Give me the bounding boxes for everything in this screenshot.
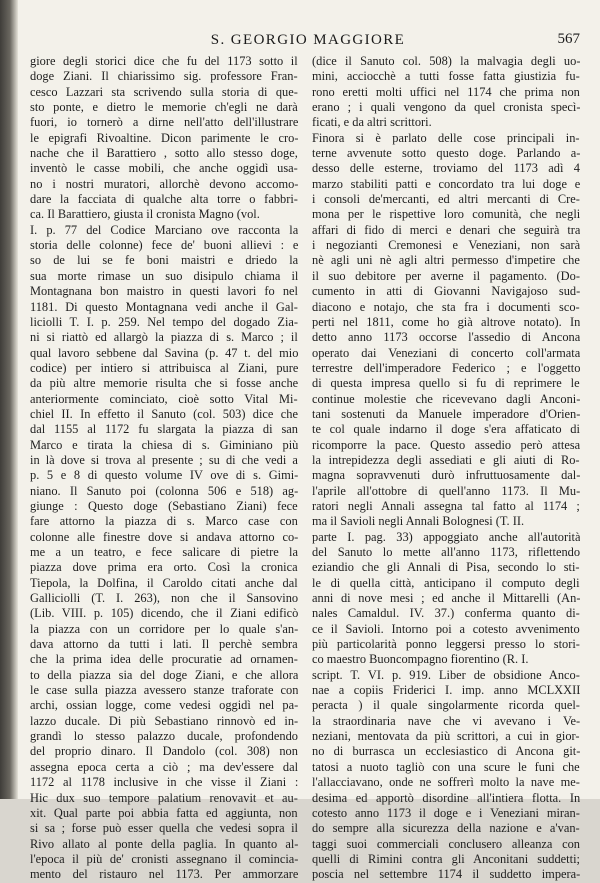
right-column-text-line: la intrepidezza degli assediati e gli aiuti di Ro- <box>312 452 580 467</box>
left-column-text-line: no i nostri muratori, allorchè devono accomo- <box>30 176 298 191</box>
left-column-text-line: le case sulla piazza avessero stanze traforate con <box>30 683 298 698</box>
right-column-text-line: tani sostenuti da Manuele imperadore d'Orien- <box>312 406 580 421</box>
left-column-text-line: anteriormente cominciato, cioè sotto Vital Mi- <box>30 391 298 406</box>
left-column-text-line: fare attorno la piazza di s. Marco case con <box>30 514 298 529</box>
right-column-text-line: ce il Savioli. Intorno poi a cotesto avvenimento <box>312 621 580 636</box>
left-column-text-line: sto ponte, e dietro le memorie ch'egli ne darà <box>30 100 298 115</box>
right-column-text-line: mini, acciocchè a tutti fosse fatta giustizia fu- <box>312 69 580 84</box>
right-column-text-line: ratori negli Annali assegna tal fatto al 1174 ; <box>312 498 580 513</box>
left-column-text-line: si sa ; forse può esser quella che vedesi sopra il <box>30 821 298 836</box>
right-column-text-line: magna sopravvenuti durò infruttuosamente dal- <box>312 468 580 483</box>
right-column-text-line: nè agli uni nè agli altri permesso d'impetire che <box>312 253 580 268</box>
right-column-text-line: parte I. pag. 33) appoggiato anche all'autorità <box>312 529 580 544</box>
page-number: 567 <box>557 31 580 47</box>
left-column-text-line: doge Ziani. Il chiarissimo sig. professore Fran- <box>30 69 298 84</box>
left-column-text-line: colonne alle finestre dove si andava attorno co- <box>30 529 298 544</box>
page-header <box>30 30 586 52</box>
right-column-text-line: quelli di Rimini contra gli Anconitani suddetti; <box>312 851 580 866</box>
right-column-text-line: di questa impresa quello si fu di reprimere le <box>312 376 580 391</box>
right-column-text-line: affari di fido di merci e denari che seguirà tra <box>312 222 580 237</box>
right-column-text-line: l'aprile all'ottobre di quell'anno 1173. Il Mu- <box>312 483 580 498</box>
left-column-text-line: lazzo ducale. Di più Sebastiano rinnovò ed in- <box>30 713 298 728</box>
left-column-text-line: del proprio dinaro. Il Dandolo (col. 308) non <box>30 744 298 759</box>
right-column-text-line: mona per le rispettive loro comunità, che negli <box>312 207 580 222</box>
left-column-text-line: l'epoca il più de' cronisti assegnano il comincia- <box>30 851 298 866</box>
right-column-text-line: continue molestie che ricevevano dagli Anconi- <box>312 391 580 406</box>
left-text-column <box>30 54 298 883</box>
right-column-text-line: la straordinaria nave che vi avevano i Ve- <box>312 713 580 728</box>
left-column-text-line: Rivo allato al ponte della paglia. In quanto al- <box>30 836 298 851</box>
right-column-text-line: i negozianti Cremonesi e Veneziani, non sarà <box>312 238 580 253</box>
right-column-text-line: erano ; i quali vengono da quel cronista specì- <box>312 100 580 115</box>
right-column-text-line: eziandio che gli Annali di Pisa, secondo lo sti- <box>312 560 580 575</box>
left-column-text-line: storia delle colonne) fece de' buoni allievi : e <box>30 238 298 253</box>
right-column-text-line: te col quale indarno il doge s'era affaticato di <box>312 422 580 437</box>
left-column-text-line: archi, ossian logge, come vedesi oggidì nel pa- <box>30 698 298 713</box>
left-column-text-line: giunge : Questo doge (Sebastiano Ziani) fece <box>30 498 298 513</box>
right-column-text-line: anni di nove mesi ; ed anche il Mittarelli (An- <box>312 591 580 606</box>
right-column-text-line: cumento in atti di Giovanni Navigajoso sud- <box>312 284 580 299</box>
right-column-text-line: terne avvenute sotto questo doge. Parlando a- <box>312 146 580 161</box>
left-column-text-line: in là dove si trova al presente ; su di che vedi a <box>30 452 298 467</box>
left-column-text-line: sua morte rimase un suo disipulo chiama il <box>30 268 298 283</box>
right-column-text-line: diacono e notajo, che sta fra i documenti sco- <box>312 299 580 314</box>
left-column-text-line: giore degli storici dice che fu del 1173 sotto il <box>30 54 298 68</box>
left-column-text-line: ca. Il Barattiero, giusta il cronista Magno (vol. <box>30 207 260 222</box>
right-column-text-line: Finora si è parlato delle cose principali in- <box>312 130 580 145</box>
right-column-text-line: neziani, mentovata da più scrittori, a cui in gior- <box>312 729 580 744</box>
left-column-text-line: da più altre memorie risulta che si fosse anche <box>30 376 298 391</box>
right-column-text-line: operato dai Veneziani di concerto coll'armata <box>312 345 580 360</box>
right-column-text-line: poscia nel settembre 1174 il suddetto impera- <box>312 867 580 882</box>
right-text-column <box>312 54 580 883</box>
running-title: S. GEORGIO MAGGIORE <box>210 32 406 48</box>
left-column-text-line: 1181. Di questo Montagnana vedi anche il Gal- <box>30 299 298 314</box>
right-column-text-line: nae a copiis Friderici I. imp. anno MCLXXII <box>312 683 580 698</box>
right-column-text-line: le di quella città, anticipano il computo degli <box>312 575 580 590</box>
left-column-text-line: che la prima idea delle procuratie ad ornamen- <box>30 652 298 667</box>
left-column-text-line: cesco Lazzari sta scrivendo sulla storia di que- <box>30 84 298 99</box>
left-column-text-line: Hic dux suo tempore palatium renovavit et au- <box>30 790 298 805</box>
right-column-text-line: cotesto anno 1173 il doge e i Veneziani miran- <box>312 805 580 820</box>
left-column-text-line: dal 1155 al 1172 fu slargata la piazza di san <box>30 422 298 437</box>
left-column-text-line: I. p. 77 del Codice Marciano ove racconta la <box>30 222 298 237</box>
right-column-text-line: marzo stabiliti patti e concordato tra lui doge e <box>312 176 580 191</box>
left-column-text-line: Marco e tirata la chiesa di s. Giminiano più <box>30 437 298 452</box>
left-column-text-line: (Lib. VIII. p. 105) dicendo, che il Ziani edificò <box>30 606 298 621</box>
left-column-text-line: liciolli T. I. p. 259. Nel tempo del dogado Zia- <box>30 314 298 329</box>
left-column-text-line: la piazza con un corridore per lo quale s'an- <box>30 621 298 636</box>
left-column-text-line: xit. Qual parte poi abbia fatta ed aggiunta, non <box>30 805 298 820</box>
right-column-text-line: do sempre alla sicurezza della nazione e a'van- <box>312 821 580 836</box>
left-column-text-line: nache che il Barattiero , sotto allo stesso doge, <box>30 146 298 161</box>
left-column-text-line: grandì lo stesso palazzo ducale, profondendo <box>30 729 298 744</box>
right-column-text-line: il suo debitore per averne il pagamento. (Do- <box>312 268 580 283</box>
right-column-text-line: co maestro Buoncompagno fiorentino (R. I. <box>312 652 529 667</box>
right-column-text-line: script. T. VI. p. 919. Liber de obsidione Anco- <box>312 667 580 682</box>
left-column-text-line: dava attorno da tutti i lati. Il perchè sembra <box>30 637 298 652</box>
left-column-text-line: Galliciolli (T. I. 263), non che il Sansovino <box>30 591 298 606</box>
right-column-text-line: i consoli de'mercanti, ed altri mercanti di Cre- <box>312 192 580 207</box>
right-column-text-line: del Sanuto lo mette all'anno 1173, riflettendo <box>312 545 580 559</box>
right-column-text-line: perti nel 1811, come ho già altrove notato). In <box>312 314 580 329</box>
left-column-text-line: inventò le casse mobili, che anche oggidì usa- <box>30 161 298 176</box>
right-column-text-line: taggi suoi commerciali conclusero alleanza con <box>312 836 580 851</box>
right-column-text-line: nales Camaldul. IV. 37.) conferma quanto di- <box>312 606 580 621</box>
left-column-text-line: qual lavoro sebbene dal Savina (p. 47 t. del mio <box>30 345 298 360</box>
left-column-text-line: so de lui se fe boni maistri e driedo la <box>30 253 298 268</box>
page-gutter-shadow <box>0 0 18 799</box>
left-column-text-line: 1172 al 1178 inclusive in che visse il Ziani : <box>30 775 298 790</box>
right-column-text-line: (dice il Sanuto col. 508) la malvagia degli uo- <box>312 54 580 68</box>
left-column-text-line: fuori, io tornerò a dirne nell'atto dell'illustrare <box>30 115 298 130</box>
right-column-text-line: desima ed apportò disordine all'intiera flotta. In <box>312 790 580 805</box>
left-column-text-line: Tiepola, la Dolfina, il Caroldo citati anche dal <box>30 575 298 590</box>
left-column-text-line: to della piazza sia del doge Ziani, e che allora <box>30 667 298 682</box>
right-column-text-line: detto anno 1173 occorse l'assedio di Ancona <box>312 330 580 345</box>
left-column-text-line: me a un teatro, e fece salicare di pietre la <box>30 545 298 559</box>
left-column-text-line: codice) per intiero si attribuisca al Ziani, pure <box>30 360 298 375</box>
left-column-text-line: le epigrafi Rivoaltine. Dicon parimente le cro- <box>30 130 298 145</box>
right-column-text-line: più particolarità ponno leggersi presso lo stori- <box>312 637 580 652</box>
left-column-text-line: chiel II. In effetto il Sanuto (col. 503) dice che <box>30 406 298 421</box>
left-column-text-line: Montagnana bon maistro in questi lavori fo nel <box>30 284 298 299</box>
left-column-text-line: assegna epoca certa a ciò ; ma dev'essere dal <box>30 759 298 774</box>
right-column-text-line: no di burrasca un ecclesiastico di Ancona git- <box>312 744 580 759</box>
left-column-text-line: mento del ristauro nel 1173. Per ammorzare <box>30 867 298 882</box>
right-column-text-line: peracta ) il quale singolarmente ricorda quel- <box>312 698 580 713</box>
right-column-text-line: l'allacciavano, onde ne soffrerì molto la nave me- <box>312 775 580 790</box>
right-column-text-line: ma il Savioli negli Annali Bolognesi (T. II. <box>312 514 525 529</box>
left-column-text-line: ni si riattò ed allargò la piazza di s. Marco ; il <box>30 330 298 345</box>
left-column-text-line: niano. Il Sanuto poi (colonna 506 e 518) ag- <box>30 483 298 498</box>
right-column-text-line: desso delle esterne, troviamo del 1173 adì 4 <box>312 161 580 176</box>
right-column-text-line: ricomporre la pace. Questo assedio però attesa <box>312 437 580 452</box>
left-column-text-line: p. 5 e 8 di questo volume IV ove di s. Gimi- <box>30 468 298 483</box>
left-column-text-line: piazza dove prima era orto. Così la cronica <box>30 560 298 575</box>
left-column-text-line: dare la facciata di qualche alta torre o fabbri- <box>30 192 298 207</box>
right-column-text-line: tatosi a nuoto tagliò con una scure le funi che <box>312 759 580 774</box>
right-column-text-line: terrestre dell'imperadore Federico ; e l'oggetto <box>312 360 580 375</box>
right-column-text-line: ficati, e da altri scrittori. <box>312 115 432 130</box>
right-column-text-line: rono eretti molti uffici nel 1174 che prima non <box>312 84 580 99</box>
